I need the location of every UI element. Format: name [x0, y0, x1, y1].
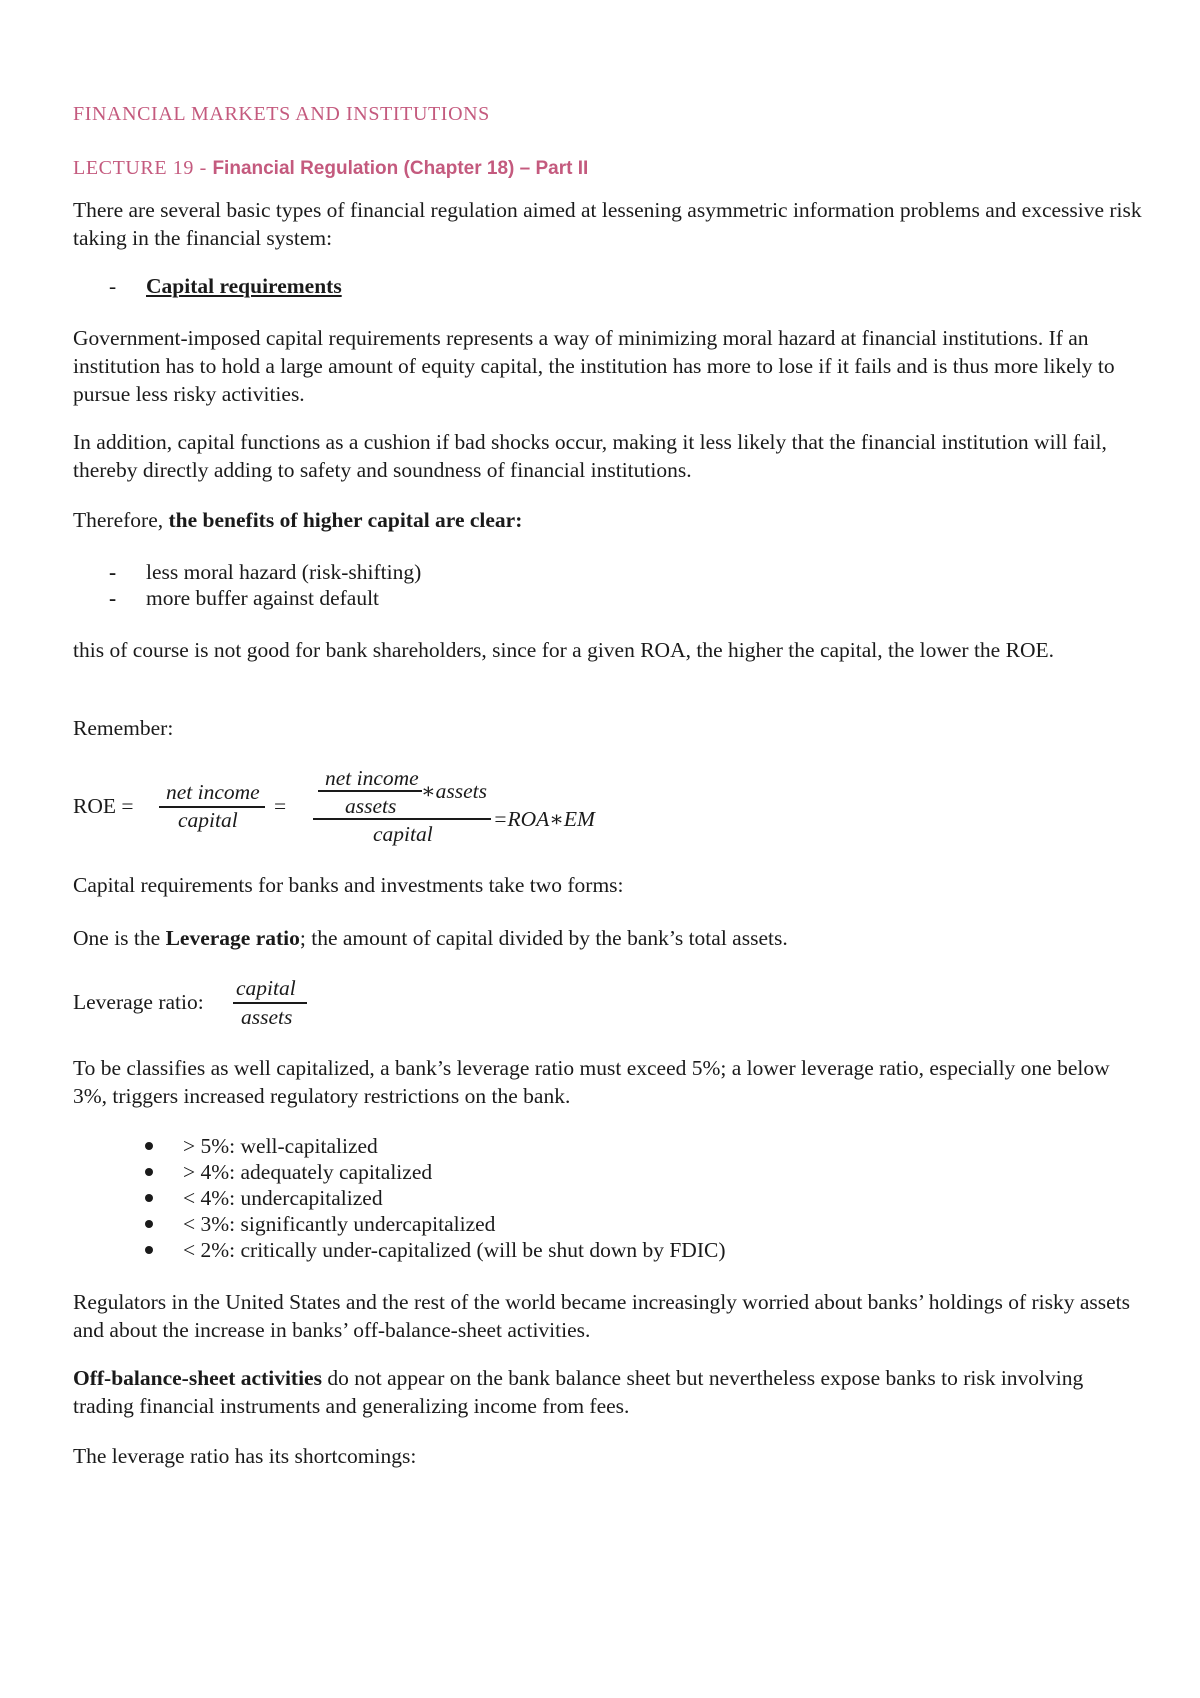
therefore-prefix: Therefore, [73, 508, 169, 532]
benefits-heading: the benefits of higher capital are clear: [168, 508, 523, 532]
list-item-text: < 2%: critically under-capitalized (will be shut down by FDIC) [183, 1238, 726, 1262]
list-item-text: more buffer against default [146, 586, 380, 610]
list-marker: - [109, 560, 117, 584]
leverage-denominator: assets [241, 1005, 293, 1029]
list-marker: - [109, 586, 117, 610]
off-balance-text: do not appear on the bank balance sheet but nevertheless expose banks to risk involving trading financial instruments and generalizing income from fees. [73, 1366, 1084, 1418]
leverage-suffix: ; the amount of capital divided by the bank’s total assets. [299, 926, 788, 950]
list-item-text: less moral hazard (risk-shifting) [146, 560, 422, 584]
equation-lhs: ROE = [73, 794, 134, 818]
bullet-icon [145, 1220, 153, 1228]
inner-denominator: assets [345, 794, 397, 818]
inner-multiplier: ∗assets [421, 779, 487, 803]
equation-result: =ROA∗EM [493, 807, 595, 831]
paragraph-moral-hazard: Government-imposed capital requirements represents a way of minimizing moral hazard at financial institutions. If an institution has to hold a large amount of equity capital, the institution has more to lose if it fails and is thus more likely to pursue less risky activities. [73, 326, 1115, 406]
leverage-formula [73, 972, 473, 1042]
fraction-denominator: capital [178, 808, 238, 832]
paragraph-well-capitalized: To be classifies as well capitalized, a bank’s leverage ratio must exceed 5%; a lower leverage ratio, especially one below 3%, triggers increased regulatory restrictions on the bank. [73, 1056, 1110, 1108]
intro-paragraph: There are several basic types of financial regulation aimed at lessening asymmetric information problems and excessive risk taking in the financial system: [73, 198, 1142, 250]
inner-numerator: net income [325, 766, 419, 790]
paragraph-regulators: Regulators in the United States and the rest of the world became increasingly worried about banks’ holdings of risky assets and about the increase in banks’ off-balance-sheet activities. [73, 1290, 1131, 1342]
course-title: FINANCIAL MARKETS AND INSTITUTIONS [73, 103, 490, 125]
paragraph-cushion: In addition, capital functions as a cushion if bad shocks occur, making it less likely that the financial institution will fail, thereby directly adding to safety and soundness of financial institutions. [73, 430, 1107, 482]
leverage-definition [73, 924, 1143, 952]
leverage-numerator: capital [236, 976, 296, 1000]
leverage-label: Leverage ratio: [73, 990, 204, 1014]
section-marker: - [109, 274, 117, 298]
bullet-icon [145, 1142, 153, 1150]
bullet-icon [145, 1194, 153, 1202]
remember-label: Remember: [73, 716, 174, 740]
equation-equals: = [274, 794, 287, 818]
lecture-number: LECTURE 19 - [73, 157, 213, 179]
paragraph-two-forms: Capital requirements for banks and investments take two forms: [73, 873, 624, 897]
section-title: Capital requirements [146, 274, 342, 298]
paragraph-shareholders: this of course is not good for bank shareholders, since for a given ROA, the higher the capital, the lower the ROE. [73, 638, 1054, 662]
therefore-line [73, 506, 1143, 534]
list-item-text: < 3%: significantly undercapitalized [183, 1212, 496, 1236]
off-balance-term: Off-balance-sheet activities [73, 1366, 322, 1390]
lecture-subtitle: Financial Regulation (Chapter 18) – Part II [212, 158, 589, 179]
bullet-icon [145, 1246, 153, 1254]
list-item-text: > 4%: adequately capitalized [183, 1160, 433, 1184]
paragraph-shortcomings: The leverage ratio has its shortcomings: [73, 1444, 417, 1468]
fraction-numerator: net income [166, 780, 260, 804]
leverage-term: Leverage ratio [165, 926, 300, 950]
paragraph-off-balance [73, 1364, 1143, 1420]
list-item-text: > 5%: well-capitalized [183, 1134, 378, 1158]
outer-denominator: capital [373, 822, 433, 846]
lecture-heading [73, 154, 588, 183]
bullet-icon [145, 1168, 153, 1176]
roe-equation [73, 762, 773, 852]
list-item-text: < 4%: undercapitalized [183, 1186, 383, 1210]
leverage-prefix: One is the [73, 926, 166, 950]
